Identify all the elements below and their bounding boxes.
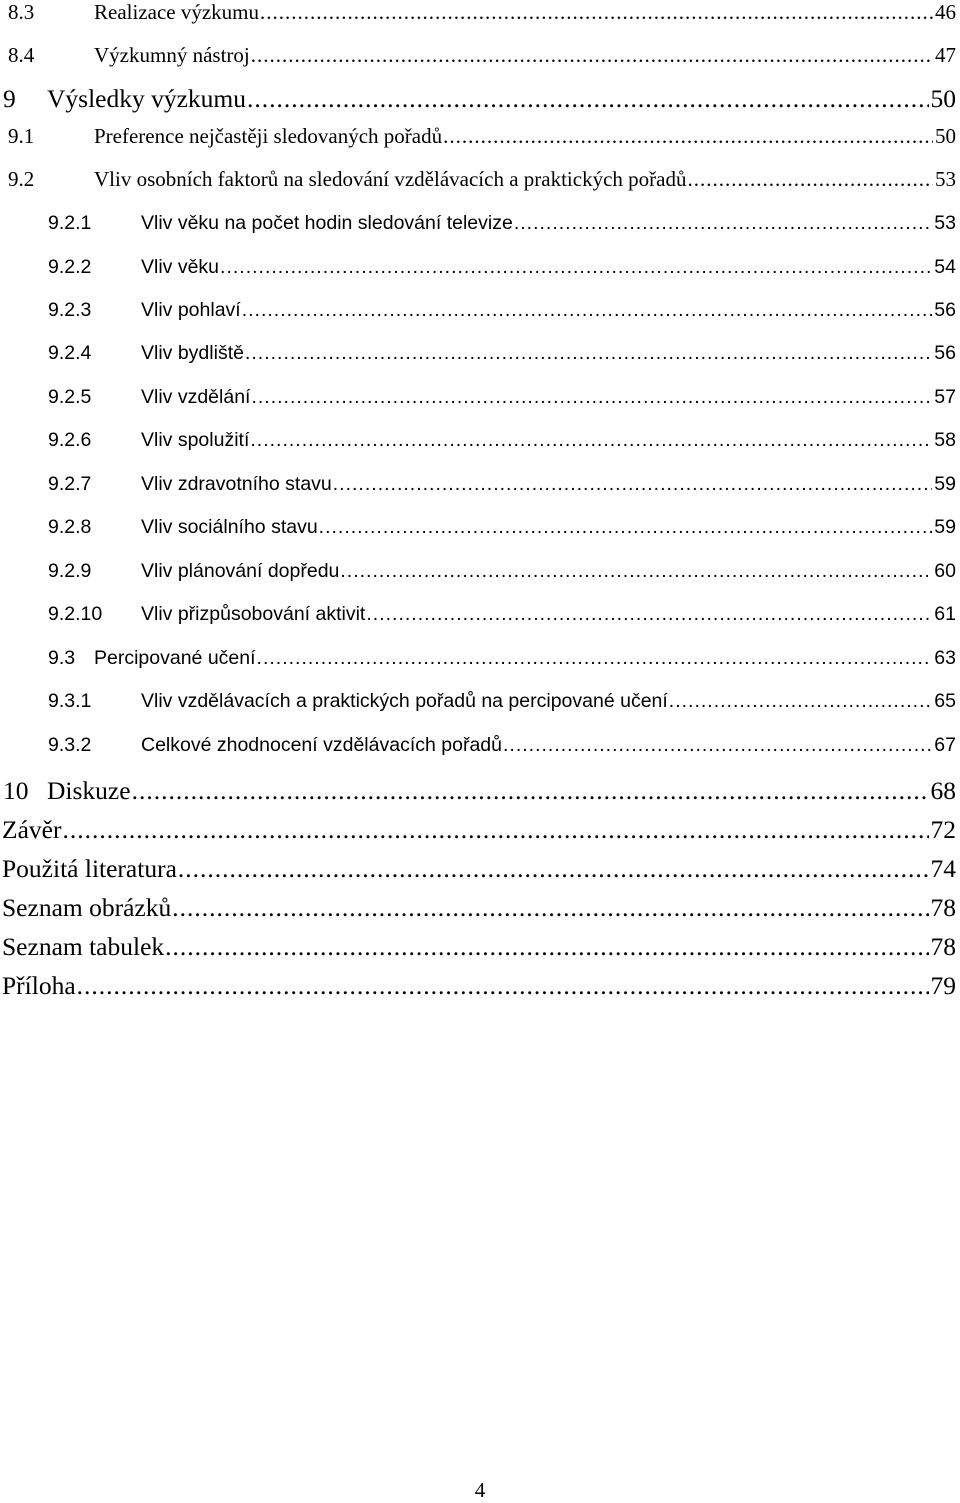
section-title: Preference nejčastěji sledovaných pořadů: [94, 124, 443, 148]
section-title: Příloha: [2, 971, 76, 1000]
page-ref: 60: [934, 560, 956, 582]
section-title: Vliv přizpůsobování aktivit: [141, 603, 366, 625]
section-title: Vliv spolužití: [141, 429, 250, 451]
page-ref: 68: [930, 776, 956, 805]
section-title: Vliv věku: [141, 256, 220, 278]
dot-leader: [260, 0, 933, 25]
toc-entry[interactable]: [48, 560, 956, 583]
dot-leader: [62, 815, 928, 845]
page-ref: 56: [934, 299, 956, 321]
section-number: 9.2.5: [48, 386, 92, 408]
section-number: 9.2: [8, 167, 35, 191]
dot-leader: [172, 893, 928, 923]
toc-entry[interactable]: [48, 429, 956, 452]
dot-leader: [77, 971, 929, 1001]
page-ref: 72: [930, 815, 956, 844]
toc-entry[interactable]: [48, 516, 956, 539]
section-title: Vliv sociálního stavu: [141, 516, 318, 538]
dot-leader: [687, 167, 933, 192]
section-number: 8.4: [8, 43, 35, 67]
dot-leader: [247, 84, 928, 114]
page-ref: 54: [934, 256, 956, 278]
dot-leader: [669, 690, 933, 713]
page-ref: 65: [934, 690, 956, 712]
section-number: 10: [3, 776, 29, 805]
toc-entry[interactable]: [48, 212, 956, 235]
dot-leader: [178, 854, 929, 884]
section-number: 9.3: [48, 647, 76, 669]
dot-leader: [366, 603, 932, 626]
toc-entry[interactable]: [2, 854, 956, 884]
section-number: 9.2.7: [48, 473, 92, 495]
section-title: Seznam tabulek: [2, 932, 165, 961]
dot-leader: [251, 43, 933, 68]
section-title: Seznam obrázků: [2, 893, 172, 922]
section-number: 9.2.10: [48, 603, 103, 625]
dot-leader: [165, 932, 928, 962]
section-title: Diskuze: [47, 776, 131, 805]
toc-entry[interactable]: [48, 342, 956, 365]
toc-entry[interactable]: [2, 932, 956, 962]
section-title: Vliv bydliště: [141, 342, 244, 364]
dot-leader: [242, 299, 933, 322]
dot-leader: [251, 386, 932, 409]
section-number: 9.3.1: [48, 690, 92, 712]
page-ref: 67: [934, 734, 956, 756]
dot-leader: [220, 256, 932, 279]
dot-leader: [503, 734, 932, 757]
page-ref: 50: [930, 84, 956, 113]
section-title: Výzkumný nástroj: [94, 43, 250, 67]
section-title: Vliv pohlaví: [141, 299, 241, 321]
dot-leader: [443, 124, 933, 149]
section-title: Realizace výzkumu: [94, 0, 260, 24]
page-ref: 63: [934, 647, 956, 669]
section-title: Vliv vzdělávacích a praktických pořadů na percipované učení: [141, 690, 668, 712]
toc-entry[interactable]: [48, 256, 956, 279]
page-ref: 79: [930, 971, 956, 1000]
toc-entry[interactable]: [48, 299, 956, 322]
section-number: 9.2.1: [48, 212, 92, 234]
section-number: 8.3: [8, 0, 35, 24]
toc-entry[interactable]: [3, 776, 956, 806]
page-ref: 58: [934, 429, 956, 451]
toc-entry[interactable]: [48, 386, 956, 409]
dot-leader: [245, 342, 932, 365]
toc-entry[interactable]: [48, 734, 956, 757]
section-title: Závěr: [2, 815, 62, 844]
page-ref: 57: [934, 386, 956, 408]
section-title: Vliv plánování dopředu: [141, 560, 340, 582]
page-ref: 78: [930, 893, 956, 922]
page-ref: 61: [934, 603, 956, 625]
page-ref: 59: [934, 516, 956, 538]
section-title: Vliv věku na počet hodin sledování televize: [141, 212, 513, 234]
dot-leader: [250, 429, 932, 452]
section-title: Celkové zhodnocení vzdělávacích pořadů: [141, 734, 502, 756]
toc-entry[interactable]: [3, 84, 956, 114]
dot-leader: [257, 647, 933, 670]
page-ref: 78: [930, 932, 956, 961]
dot-leader: [319, 516, 933, 539]
dot-leader: [132, 776, 929, 806]
section-title: Vliv osobních faktorů na sledování vzdělávacích a praktických pořadů: [94, 167, 687, 191]
toc-entry[interactable]: [48, 647, 956, 670]
section-number: 9.2.2: [48, 256, 92, 278]
section-number: 9.2.3: [48, 299, 92, 321]
section-number: 9: [3, 84, 16, 113]
toc-entry[interactable]: [8, 167, 956, 192]
page-ref: 59: [934, 473, 956, 495]
page-ref: 74: [930, 854, 956, 883]
page-ref: 56: [934, 342, 956, 364]
section-number: 9.1: [8, 124, 35, 148]
page-ref: 53: [934, 212, 956, 234]
toc-entry[interactable]: [2, 815, 956, 845]
page-ref: 50: [935, 124, 956, 148]
section-title: Percipované učení: [94, 647, 256, 669]
page-ref: 53: [935, 167, 956, 191]
toc-entry[interactable]: [8, 0, 956, 25]
section-title: Vliv vzdělání: [141, 386, 251, 408]
toc-entry[interactable]: [2, 971, 956, 1001]
dot-leader: [514, 212, 932, 235]
section-title: Použitá literatura: [2, 854, 177, 883]
toc-entry[interactable]: [8, 124, 956, 149]
section-number: 9.2.6: [48, 429, 92, 451]
page-ref: 46: [935, 0, 956, 24]
toc-entry[interactable]: [48, 473, 956, 496]
section-title: Vliv zdravotního stavu: [141, 473, 332, 495]
dot-leader: [340, 560, 932, 583]
section-number: 9.2.9: [48, 560, 92, 582]
toc-entry[interactable]: [48, 690, 956, 713]
section-number: 9.2.8: [48, 516, 92, 538]
toc-entry[interactable]: [8, 43, 956, 68]
section-number: 9.2.4: [48, 342, 92, 364]
section-number: 9.3.2: [48, 734, 92, 756]
page-ref: 47: [935, 43, 956, 67]
toc-entry[interactable]: [2, 893, 956, 923]
page-number: 4: [474, 1478, 486, 1502]
dot-leader: [333, 473, 933, 496]
section-title: Výsledky výzkumu: [47, 84, 247, 113]
toc-entry[interactable]: [48, 603, 956, 626]
